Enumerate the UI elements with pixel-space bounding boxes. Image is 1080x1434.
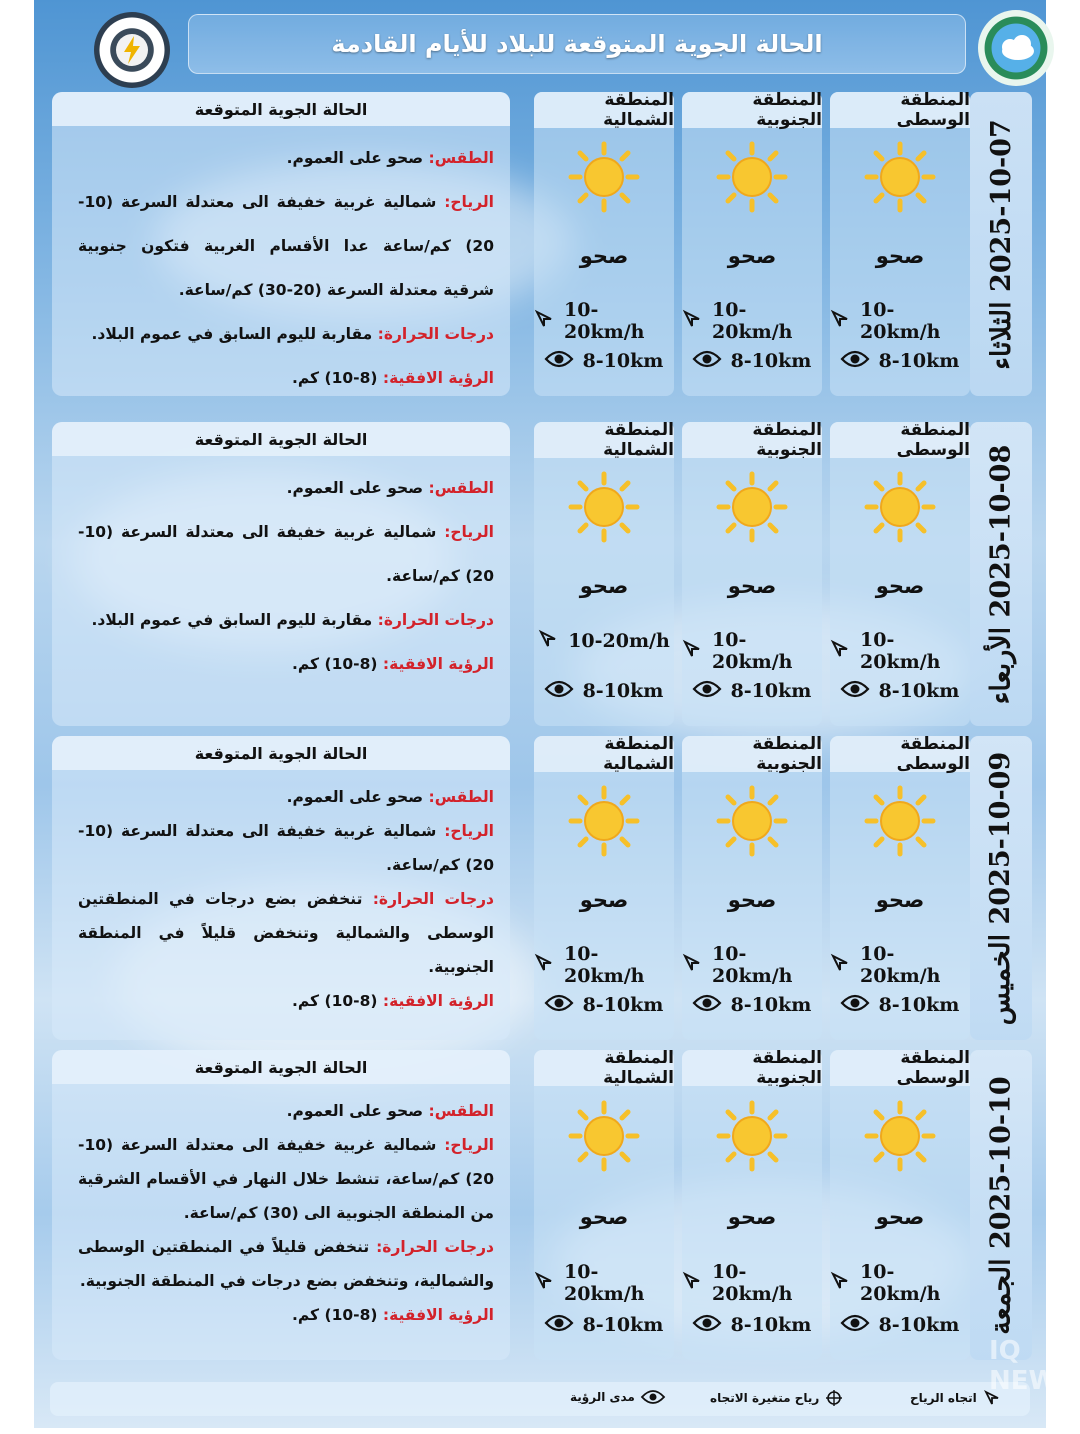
region-card [534, 1050, 674, 1360]
region-name: المنطقة الوسطى [830, 1050, 970, 1086]
meteorology-org-logo [978, 10, 1054, 86]
visibility [830, 680, 970, 702]
wind-line: الرياح: شمالية غربية خفيفة الى معتدلة السرعة (10-20) كم/ساعة. [78, 822, 494, 874]
eye-icon [841, 994, 869, 1016]
forecast-text-panel [52, 1050, 510, 1360]
wind-speed [830, 629, 970, 673]
visibility-value: 8-10km [730, 994, 812, 1017]
legend-visibility: مدى الرؤية [570, 1389, 665, 1405]
wind-speed [830, 1261, 970, 1305]
day-row [52, 736, 1026, 1040]
sun-icon [716, 785, 788, 857]
visibility-value: 8-10km [730, 680, 812, 703]
variable-wind-icon [825, 1389, 843, 1407]
region-name: المنطقة الشمالية [534, 92, 674, 128]
sun-icon [716, 141, 788, 213]
wind-arrow-icon [830, 309, 850, 333]
wind-arrow-icon [830, 639, 850, 663]
wind-speed [534, 299, 674, 343]
region-card [682, 92, 822, 396]
date-bar [970, 422, 1032, 726]
wind-value: 10-20km/h [564, 1260, 645, 1305]
date-bar [970, 1050, 1032, 1360]
visibility [534, 350, 674, 372]
eye-icon [693, 1314, 721, 1336]
condition-label: صحو [875, 574, 925, 598]
legend-bar [50, 1382, 1030, 1416]
legend-wind-direction: اتجاه الرياح [910, 1389, 1001, 1407]
eye-icon [841, 1314, 869, 1336]
wind-arrow-icon [534, 953, 554, 977]
wind-value: 10-20km/h [860, 628, 941, 673]
wind-speed [682, 1261, 822, 1305]
wind-speed [534, 1261, 674, 1305]
wind-value: 10-20km/h [712, 628, 793, 673]
condition-label: صحو [727, 244, 777, 268]
visibility [682, 994, 822, 1016]
wind-value: 10-20km/h [860, 1260, 941, 1305]
wind-value: 10-20m/h [568, 629, 670, 652]
date-bar [970, 736, 1032, 1040]
wind-arrow-icon [534, 309, 554, 333]
wind-arrow-icon [538, 629, 558, 653]
wind-speed [682, 629, 822, 673]
sun-icon [864, 1100, 936, 1172]
condition-label: صحو [875, 888, 925, 912]
visibility-value: 8-10km [878, 994, 960, 1017]
eye-icon [545, 1314, 573, 1336]
wind-value: 10-20km/h [564, 942, 645, 987]
visibility [830, 1314, 970, 1336]
wind-speed [682, 943, 822, 987]
visibility [534, 1314, 674, 1336]
weather-line: الطقس: صحو على العموم. [286, 479, 494, 497]
condition-label: صحو [875, 244, 925, 268]
visibility [534, 680, 674, 702]
visibility-value: 8-10km [730, 1313, 812, 1336]
forecast-title: الحالة الجوية المتوقعة [52, 736, 510, 770]
page-header [188, 14, 966, 74]
sun-icon [864, 141, 936, 213]
wind-arrow-icon [830, 1271, 850, 1295]
region-card [534, 422, 674, 726]
region-card [830, 92, 970, 396]
day-date: 2025-10-10 الجمعة [985, 1075, 1017, 1335]
condition-label: صحو [579, 574, 629, 598]
condition-label: صحو [579, 1205, 629, 1229]
forecast-title: الحالة الجوية المتوقعة [52, 422, 510, 456]
wind-speed [534, 943, 674, 987]
sun-icon [568, 1100, 640, 1172]
sun-icon [864, 471, 936, 543]
region-name: المنطقة الشمالية [534, 422, 674, 458]
temp-line: درجات الحرارة: تنخفض قليلاً في المنطقتين الوسطى والشمالية، وتنخفض بضع درجات في المنطقة الجنوبية. [78, 1238, 494, 1290]
wind-arrow-icon [682, 309, 702, 333]
wind-arrow-icon [830, 953, 850, 977]
weather-line: الطقس: صحو على العموم. [286, 1102, 494, 1120]
eye-icon [841, 680, 869, 702]
temp-line: درجات الحرارة: تنخفض بضع درجات في المنطقتين الوسطى والشمالية وتنخفض قليلاً في المنطقة الجنوبية. [78, 890, 494, 976]
region-name: المنطقة الجنوبية [682, 422, 822, 458]
eye-icon [693, 680, 721, 702]
region-name: المنطقة الجنوبية [682, 92, 822, 128]
condition-label: صحو [727, 574, 777, 598]
region-card [830, 422, 970, 726]
region-card [682, 1050, 822, 1360]
watermark: IQ NEWS [989, 1336, 1076, 1396]
visibility-value: 8-10km [730, 350, 812, 373]
wind-arrow-icon [682, 953, 702, 977]
wind-line: الرياح: شمالية غربية خفيفة الى معتدلة السرعة (10-20) كم/ساعة. [78, 523, 494, 585]
visibility-line: الرؤية الافقية: (8-10) كم. [292, 992, 494, 1010]
forecast-text-panel [52, 736, 510, 1040]
visibility [534, 994, 674, 1016]
eye-icon [545, 994, 573, 1016]
region-name: المنطقة الوسطى [830, 422, 970, 458]
visibility-value: 8-10km [582, 350, 664, 373]
wind-arrow-icon [682, 639, 702, 663]
region-card [830, 1050, 970, 1360]
eye-icon [693, 994, 721, 1016]
sun-icon [716, 471, 788, 543]
wind-value: 10-20km/h [712, 942, 793, 987]
region-name: المنطقة الوسطى [830, 736, 970, 772]
region-name: المنطقة الجنوبية [682, 736, 822, 772]
bulletin-frame [34, 0, 1076, 1428]
wind-speed [682, 299, 822, 343]
region-name: المنطقة الشمالية [534, 736, 674, 772]
wind-speed [534, 629, 674, 653]
sun-icon [568, 785, 640, 857]
visibility [682, 680, 822, 702]
wind-arrow-icon [534, 1271, 554, 1295]
wind-value: 10-20km/h [712, 1260, 793, 1305]
visibility-line: الرؤية الافقية: (8-10) كم. [292, 1306, 494, 1324]
visibility-line: الرؤية الافقية: (8-10) كم. [292, 655, 494, 673]
forecasting-dept-logo [94, 12, 170, 88]
condition-label: صحو [875, 1205, 925, 1229]
eye-icon [693, 350, 721, 372]
day-date: 2025-10-07 الثلاثاء [985, 118, 1017, 370]
condition-label: صحو [727, 888, 777, 912]
wind-value: 10-20km/h [860, 298, 941, 343]
wind-value: 10-20km/h [860, 942, 941, 987]
weather-line: الطقس: صحو على العموم. [286, 149, 494, 167]
region-card [682, 422, 822, 726]
temp-line: درجات الحرارة: مقاربة لليوم السابق في عموم البلاد. [91, 325, 494, 343]
visibility [830, 994, 970, 1016]
wind-line: الرياح: شمالية غربية خفيفة الى معتدلة السرعة (10-20) كم/ساعة، تنشط خلال النهار في الأقسام الشرقية من المنطقة الجنوبية الى (30) كم/ساعة. [78, 1136, 494, 1222]
day-date: 2025-10-09 الخميس [985, 751, 1017, 1025]
sun-icon [864, 785, 936, 857]
eye-icon [841, 350, 869, 372]
sun-icon [716, 1100, 788, 1172]
day-row [52, 422, 1026, 726]
wind-value: 10-20km/h [712, 298, 793, 343]
wind-value: 10-20km/h [564, 298, 645, 343]
wind-arrow-icon [682, 1271, 702, 1295]
day-date: 2025-10-08 الأربعاء [985, 444, 1017, 704]
region-name: المنطقة الشمالية [534, 1050, 674, 1086]
forecast-body [78, 466, 494, 686]
region-card [682, 736, 822, 1040]
region-name: المنطقة الوسطى [830, 92, 970, 128]
visibility-value: 8-10km [582, 994, 664, 1017]
visibility [682, 350, 822, 372]
sun-icon [568, 471, 640, 543]
visibility-line: الرؤية الافقية: (8-10) كم. [292, 369, 494, 387]
forecast-title: الحالة الجوية المتوقعة [52, 92, 510, 126]
date-bar [970, 92, 1032, 396]
weather-line: الطقس: صحو على العموم. [286, 788, 494, 806]
day-row [52, 92, 1026, 396]
region-card [534, 736, 674, 1040]
visibility-value: 8-10km [878, 350, 960, 373]
sun-icon [568, 141, 640, 213]
legend-variable-wind: رياح متغيرة الاتجاه [710, 1389, 843, 1407]
forecast-body [78, 136, 494, 400]
visibility [830, 350, 970, 372]
wind-line: الرياح: شمالية غربية خفيفة الى معتدلة السرعة (10-20) كم/ساعة عدا الأقسام الغربية فتكون جنوبية شرقية معتدلة السرعة (20-30) كم/ساعة. [78, 193, 494, 299]
wind-speed [830, 943, 970, 987]
region-name: المنطقة الجنوبية [682, 1050, 822, 1086]
page-title: الحالة الجوية المتوقعة للبلاد للأيام القادمة [331, 30, 823, 58]
eye-icon [545, 680, 573, 702]
visibility [682, 1314, 822, 1336]
day-row [52, 1050, 1026, 1360]
eye-icon [545, 350, 573, 372]
forecast-body [78, 780, 494, 1018]
visibility-value: 8-10km [582, 680, 664, 703]
wind-speed [830, 299, 970, 343]
region-card [534, 92, 674, 396]
visibility-value: 8-10km [878, 680, 960, 703]
eye-icon [641, 1389, 665, 1405]
forecast-text-panel [52, 92, 510, 396]
forecast-text-panel [52, 422, 510, 726]
region-card [830, 736, 970, 1040]
visibility-value: 8-10km [582, 1313, 664, 1336]
condition-label: صحو [579, 244, 629, 268]
forecast-body [78, 1094, 494, 1332]
forecast-title: الحالة الجوية المتوقعة [52, 1050, 510, 1084]
condition-label: صحو [727, 1205, 777, 1229]
temp-line: درجات الحرارة: مقاربة لليوم السابق في عموم البلاد. [91, 611, 494, 629]
visibility-value: 8-10km [878, 1313, 960, 1336]
condition-label: صحو [579, 888, 629, 912]
